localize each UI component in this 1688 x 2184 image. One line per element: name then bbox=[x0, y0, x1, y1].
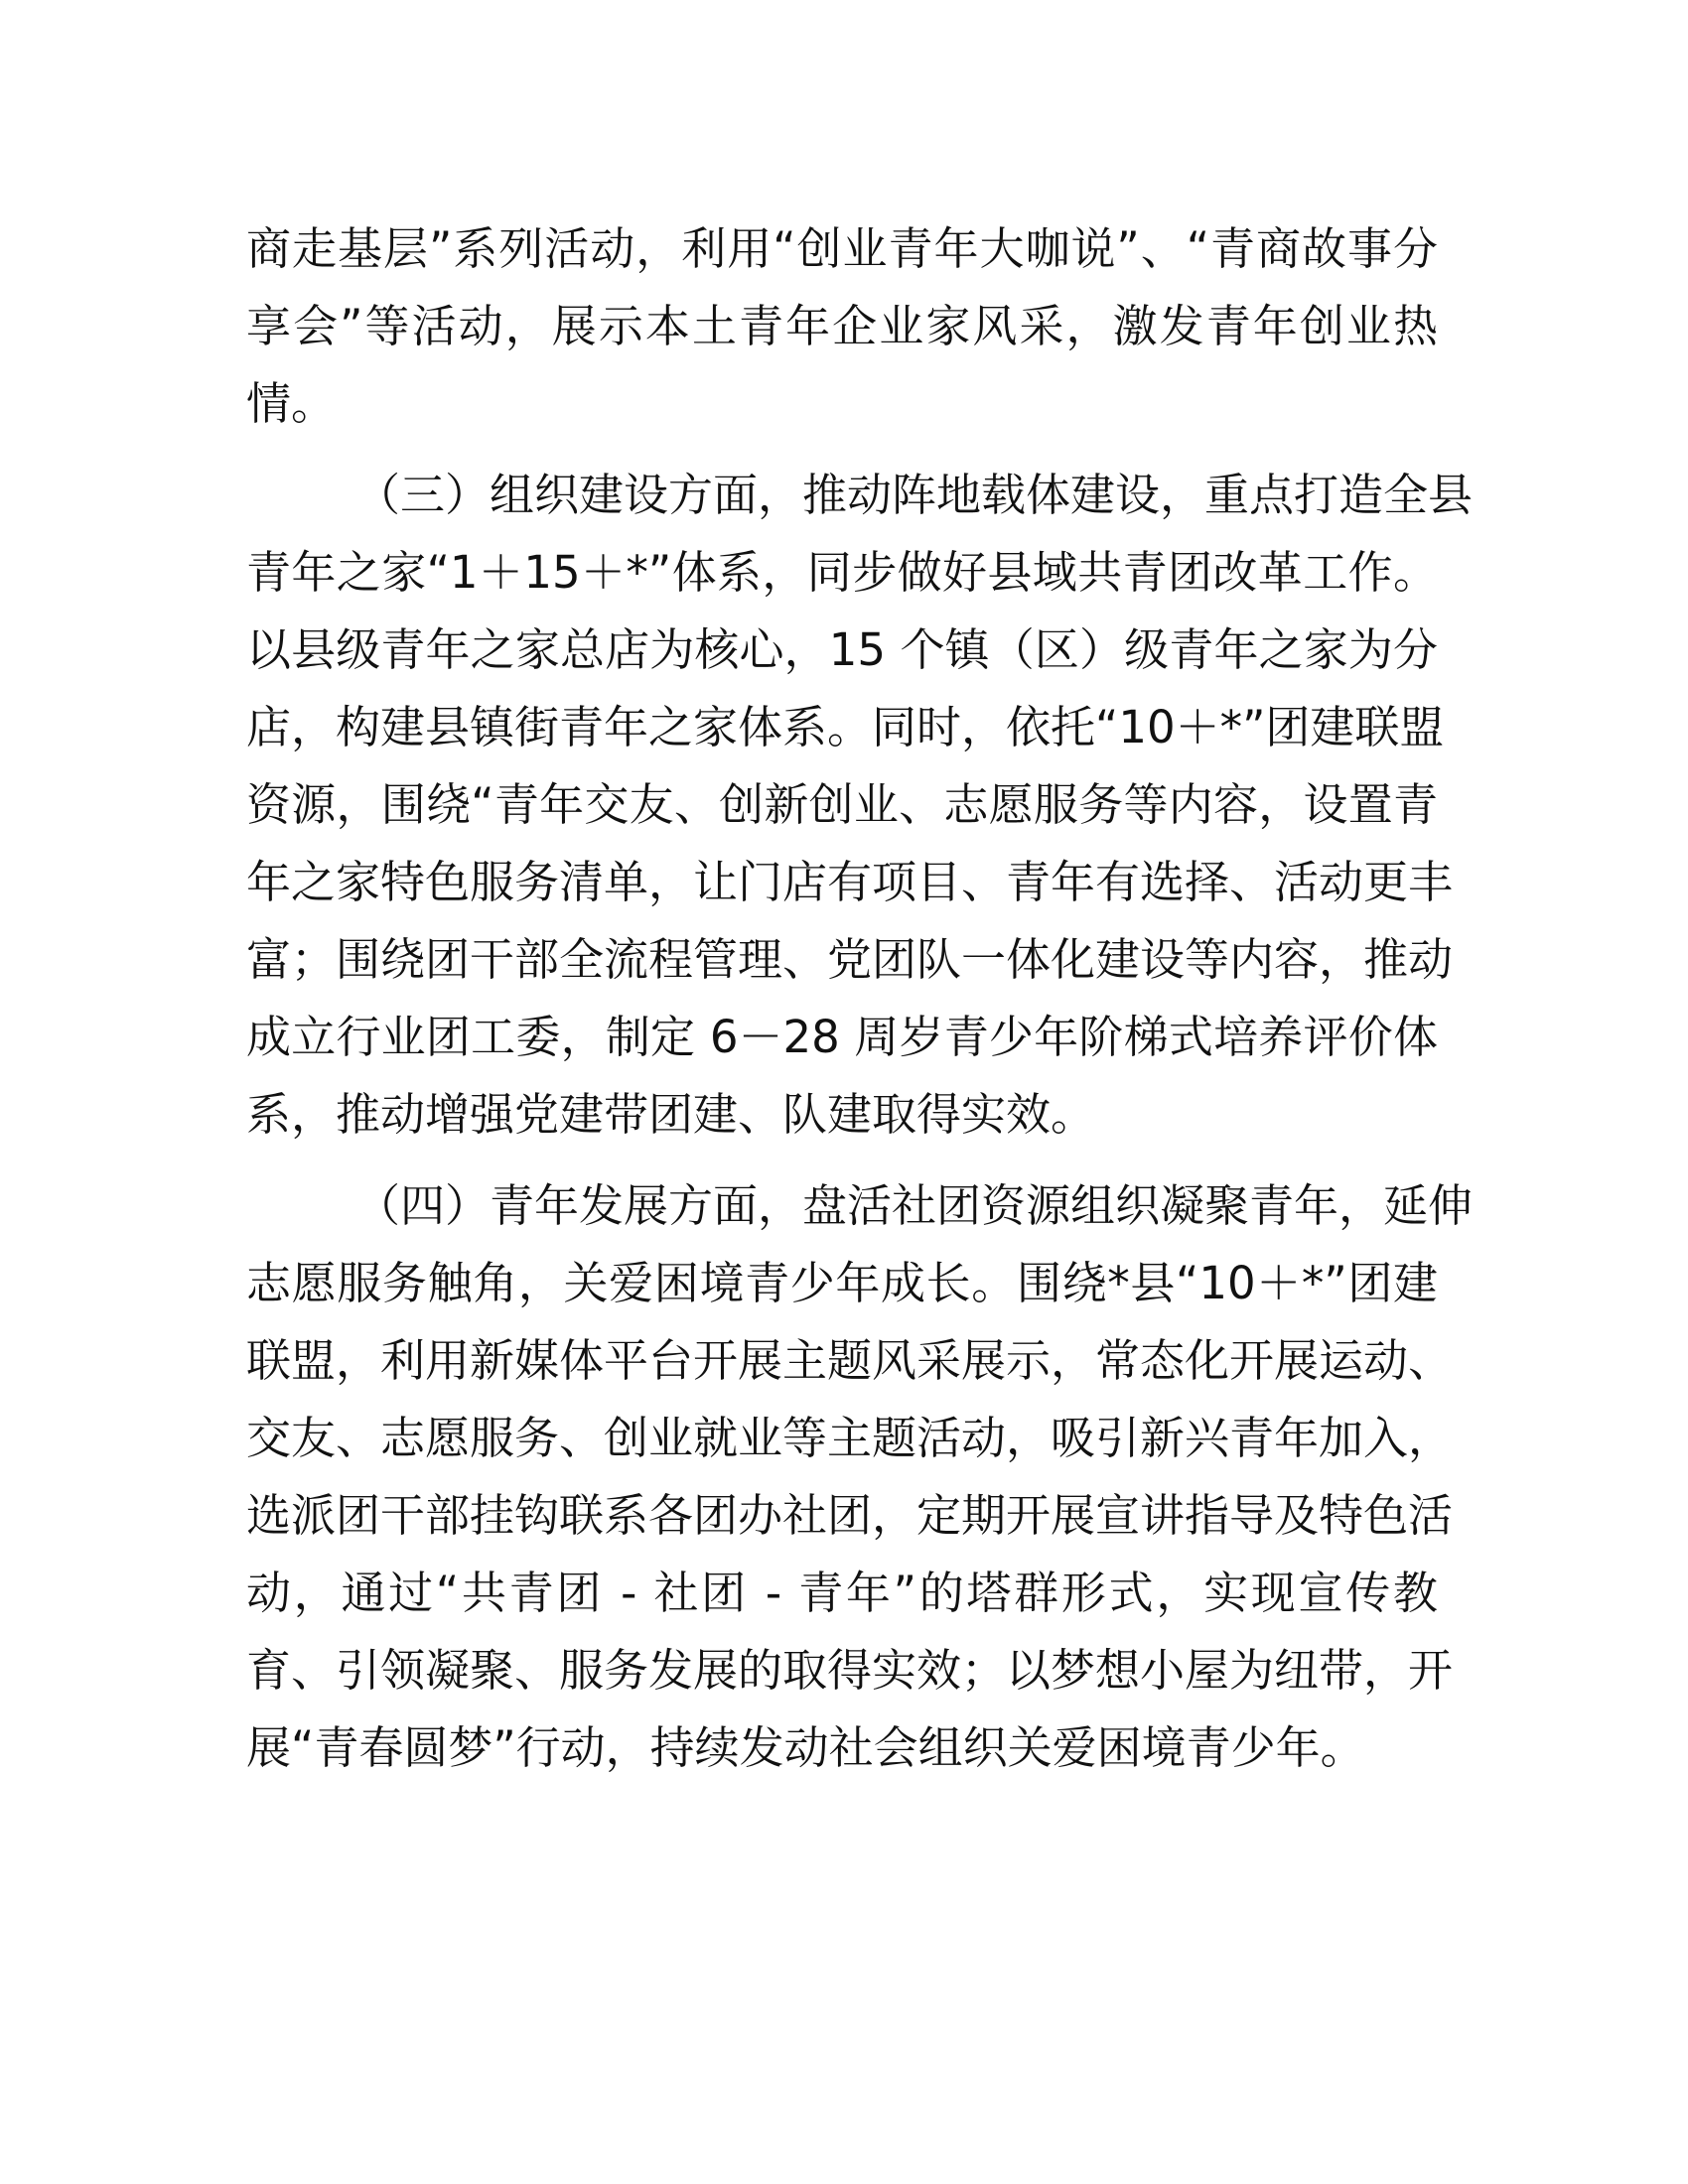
text-line: 情。 bbox=[246, 377, 337, 430]
text-line: 青年之家“1＋15＋*”体系，同步做好县域共青团改革工作。 bbox=[246, 546, 1438, 599]
text-line: 交友、志愿服务、创业就业等主题活动，吸引新兴青年加入， bbox=[246, 1412, 1454, 1464]
text-line: 店，构建县镇街青年之家体系。同时，依托“10＋*”团建联盟 bbox=[246, 701, 1445, 753]
text-line: 展“青春圆梦”行动，持续发动社会组织关爱困境青少年。 bbox=[246, 1721, 1365, 1774]
text-line: 以县级青年之家总店为核心，15 个镇（区）级青年之家为分 bbox=[246, 623, 1438, 676]
document-body bbox=[246, 210, 1474, 1801]
text-line: （三）组织建设方面，推动阵地载体建设，重点打造全县 bbox=[355, 469, 1474, 521]
text-line: 育、引领凝聚、服务发展的取得实效；以梦想小屋为纽带，开 bbox=[246, 1644, 1454, 1697]
text-line: 商走基层”系列活动，利用“创业青年大咖说”、“青商故事分 bbox=[246, 222, 1438, 275]
text-line: （四）青年发展方面，盘活社团资源组织凝聚青年，延伸 bbox=[355, 1179, 1474, 1232]
text-line: 资源，围绕“青年交友、创新创业、志愿服务等内容，设置青 bbox=[246, 778, 1438, 831]
text-line: 富；围绕团干部全流程管理、党团队一体化建设等内容，推动 bbox=[246, 933, 1454, 986]
text-line: 动，通过“共青团 - 社团 - 青年”的塔群形式，实现宣传教 bbox=[246, 1567, 1438, 1619]
paragraph-continuation bbox=[246, 210, 1438, 443]
paragraph-organization bbox=[246, 457, 1474, 1154]
text-line: 享会”等活动，展示本土青年企业家风采，激发青年创业热 bbox=[246, 300, 1438, 352]
text-line: 成立行业团工委，制定 6－28 周岁青少年阶梯式培养评价体 bbox=[246, 1011, 1438, 1063]
text-line: 年之家特色服务清单，让门店有项目、青年有选择、活动更丰 bbox=[246, 856, 1454, 908]
text-line: 联盟，利用新媒体平台开展主题风采展示，常态化开展运动、 bbox=[246, 1334, 1454, 1387]
paragraph-youth-development bbox=[246, 1167, 1474, 1787]
text-line: 系，推动增强党建带团建、队建取得实效。 bbox=[246, 1088, 1096, 1141]
text-line: 志愿服务触角，关爱困境青少年成长。围绕*县“10＋*”团建 bbox=[246, 1257, 1438, 1309]
text-line: 选派团干部挂钩联系各团办社团，定期开展宣讲指导及特色活 bbox=[246, 1489, 1454, 1542]
